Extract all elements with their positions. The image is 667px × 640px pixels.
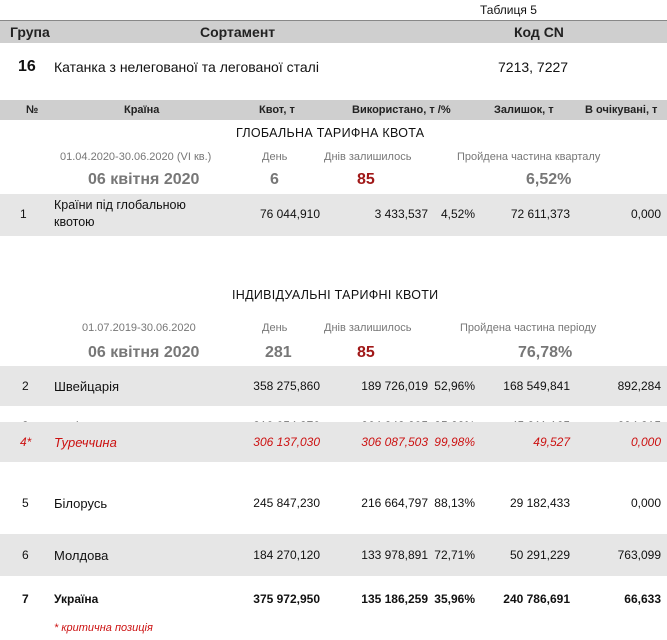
- row-country: Швейцарія: [54, 379, 119, 394]
- row-pct: 88,13%: [434, 496, 475, 510]
- group-column-header: Група: [10, 24, 50, 40]
- group-number: 16: [18, 58, 36, 75]
- individual-day: 281: [265, 344, 292, 361]
- row-num: 4*: [20, 435, 32, 449]
- row-used: 216 664,797: [361, 496, 428, 510]
- row-used: 306 087,503: [361, 435, 428, 449]
- assortment-column-header: Сортамент: [200, 24, 276, 40]
- row-country-line1: Країни під глобальною: [54, 198, 186, 212]
- table-row-critical: [0, 422, 667, 462]
- row-remaining: 168 549,841: [503, 379, 570, 393]
- individual-date: 06 квітня 2020: [88, 344, 200, 361]
- col-country: Країна: [124, 104, 160, 116]
- row-pending: 763,099: [617, 548, 661, 562]
- individual-days-left: 85: [357, 344, 375, 361]
- row-quota: 375 972,950: [253, 592, 320, 606]
- global-passed: 6,52%: [526, 171, 572, 188]
- cn-code-column-header: Код CN: [514, 24, 564, 40]
- individual-day-label: День: [262, 322, 288, 334]
- row-pct: 35,96%: [434, 592, 475, 606]
- global-days-left: 85: [357, 171, 375, 188]
- global-day: 6: [270, 171, 279, 188]
- table-row: [0, 194, 667, 236]
- col-pending: В очікувані, т: [585, 104, 658, 116]
- row-used: 3 433,537: [374, 207, 428, 221]
- individual-passed-label: Пройдена частина періоду: [460, 322, 597, 334]
- table-row: [0, 490, 667, 530]
- row-country: Білорусь: [54, 496, 108, 511]
- row-country: Туреччина: [54, 435, 117, 450]
- row-used: 135 186,259: [361, 592, 428, 606]
- group-name: Катанка з нелегованої та легованої сталі: [54, 59, 319, 75]
- row-used: 133 978,891: [361, 548, 428, 562]
- row-pct: 99,98%: [434, 435, 475, 449]
- row-pending: 892,284: [617, 379, 661, 393]
- col-remaining: Залишок, т: [494, 104, 554, 116]
- row-num: 2: [22, 379, 29, 393]
- global-date: 06 квітня 2020: [88, 171, 200, 188]
- row-num: 7: [22, 592, 29, 606]
- row-pct: 4,52%: [440, 207, 475, 221]
- table-row-total: [0, 584, 667, 614]
- col-used: Використано, т /%: [352, 104, 451, 116]
- row-quota: 306 137,030: [253, 435, 320, 449]
- row-num: 6: [22, 548, 29, 562]
- global-day-label: День: [262, 151, 288, 163]
- row-country-line2: квотою: [54, 215, 95, 229]
- row-pending: 0,000: [630, 496, 661, 510]
- global-days-left-label: Днів залишилось: [324, 151, 412, 163]
- row-remaining: 49,527: [533, 435, 570, 449]
- row-quota: 76 044,910: [259, 207, 320, 221]
- row-remaining: 29 182,433: [509, 496, 570, 510]
- row-pct: 72,71%: [434, 548, 475, 562]
- row-num: 1: [20, 207, 27, 221]
- row-country: Україна: [54, 592, 99, 606]
- row-pending: 0,000: [630, 435, 661, 449]
- individual-quota-title: ІНДИВІДУАЛЬНІ ТАРИФНІ КВОТИ: [232, 288, 439, 302]
- row-num: 5: [22, 496, 29, 510]
- row-pending: 0,000: [630, 207, 661, 221]
- global-period: 01.04.2020-30.06.2020 (VI кв.): [60, 151, 212, 163]
- table-label: Таблиця 5: [480, 3, 537, 17]
- row-remaining: 240 786,691: [503, 592, 570, 606]
- global-passed-label: Пройдена частина кварталу: [457, 151, 601, 163]
- col-quota: Квот, т: [259, 104, 295, 116]
- row-pct: 52,96%: [434, 379, 475, 393]
- row-quota: 184 270,120: [253, 548, 320, 562]
- individual-passed: 76,78%: [518, 344, 573, 361]
- row-quota: 358 275,860: [253, 379, 320, 393]
- global-quota-title: ГЛОБАЛЬНА ТАРИФНА КВОТА: [236, 126, 425, 140]
- row-used: 189 726,019: [361, 379, 428, 393]
- table-row: [0, 534, 667, 576]
- individual-period: 01.07.2019-30.06.2020: [82, 322, 196, 334]
- row-remaining: 72 611,373: [510, 207, 570, 221]
- table-row: [0, 366, 667, 406]
- footnote-critical: * критична позиція: [54, 622, 153, 634]
- column-header-row: [0, 100, 667, 120]
- group-cn-codes: 7213, 7227: [498, 59, 569, 75]
- row-pending: 66,633: [624, 592, 661, 606]
- row-country: Молдова: [54, 548, 109, 563]
- row-quota: 245 847,230: [253, 496, 320, 510]
- group-header: [0, 20, 667, 43]
- individual-days-left-label: Днів залишилось: [324, 322, 412, 334]
- col-num: №: [26, 104, 39, 116]
- row-remaining: 50 291,229: [509, 548, 570, 562]
